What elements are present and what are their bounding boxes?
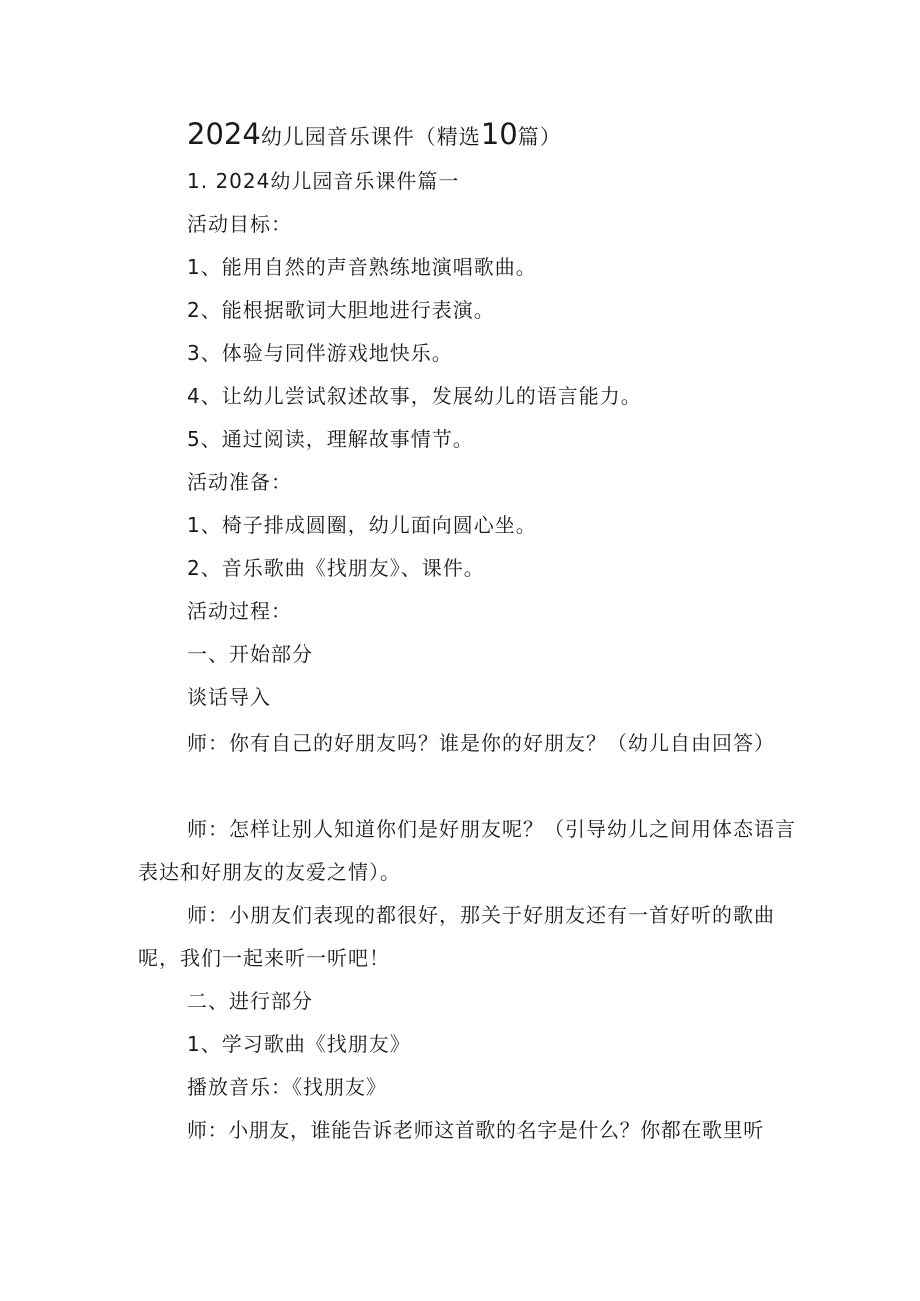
section-heading: 1. 2024幼儿园音乐课件篇一 (187, 169, 460, 193)
text-line: 5、通过阅读，理解故事情节。 (187, 427, 474, 451)
paragraph: 师：怎样让别人知道你们是好朋友呢？（引导幼儿之间用体态语言表达和好朋友的友爱之情）。 (138, 817, 796, 884)
text-line: 活动准备： (187, 470, 292, 494)
text-line: 1、椅子排成圆圈，幼儿面向圆心坐。 (187, 513, 537, 537)
text-line: 1、学习歌曲《找朋友》 (187, 1032, 411, 1056)
text-line: 4、让幼儿尝试叙述故事，发展幼儿的语言能力。 (187, 384, 642, 408)
document-title (187, 118, 562, 153)
text-line: 师：小朋友，谁能告诉老师这首歌的名字是什么？你都在歌里听 (187, 1118, 764, 1142)
title-year: 2024 (187, 117, 261, 151)
title-tail: 篇） (517, 125, 562, 149)
title-text: 幼儿园音乐课件（精选 (260, 125, 481, 149)
text-line: 谈话导入 (187, 685, 271, 709)
title-count: 10 (480, 117, 518, 151)
text-line: 播放音乐：《找朋友》 (187, 1075, 387, 1099)
text-line: 2、能根据歌词大胆地进行表演。 (187, 298, 495, 322)
text-line: 活动过程： (187, 599, 292, 623)
paragraph: 师：你有自己的好朋友吗？谁是你的好朋友？（幼儿自由回答） (187, 731, 775, 755)
text-line: 1、能用自然的声音熟练地演唱歌曲。 (187, 255, 537, 279)
text-line: 3、体验与同伴游戏地快乐。 (187, 341, 453, 365)
text-line: 活动目标： (187, 212, 292, 236)
text-line: 二、进行部分 (187, 989, 313, 1013)
text-line: 2、音乐歌曲《找朋友》、课件。 (187, 556, 485, 580)
paragraph: 师：小朋友们表现的都很好，那关于好朋友还有一首好听的歌曲呢，我们一起来听一听吧！ (138, 903, 775, 970)
text-line: 一、开始部分 (187, 642, 313, 666)
